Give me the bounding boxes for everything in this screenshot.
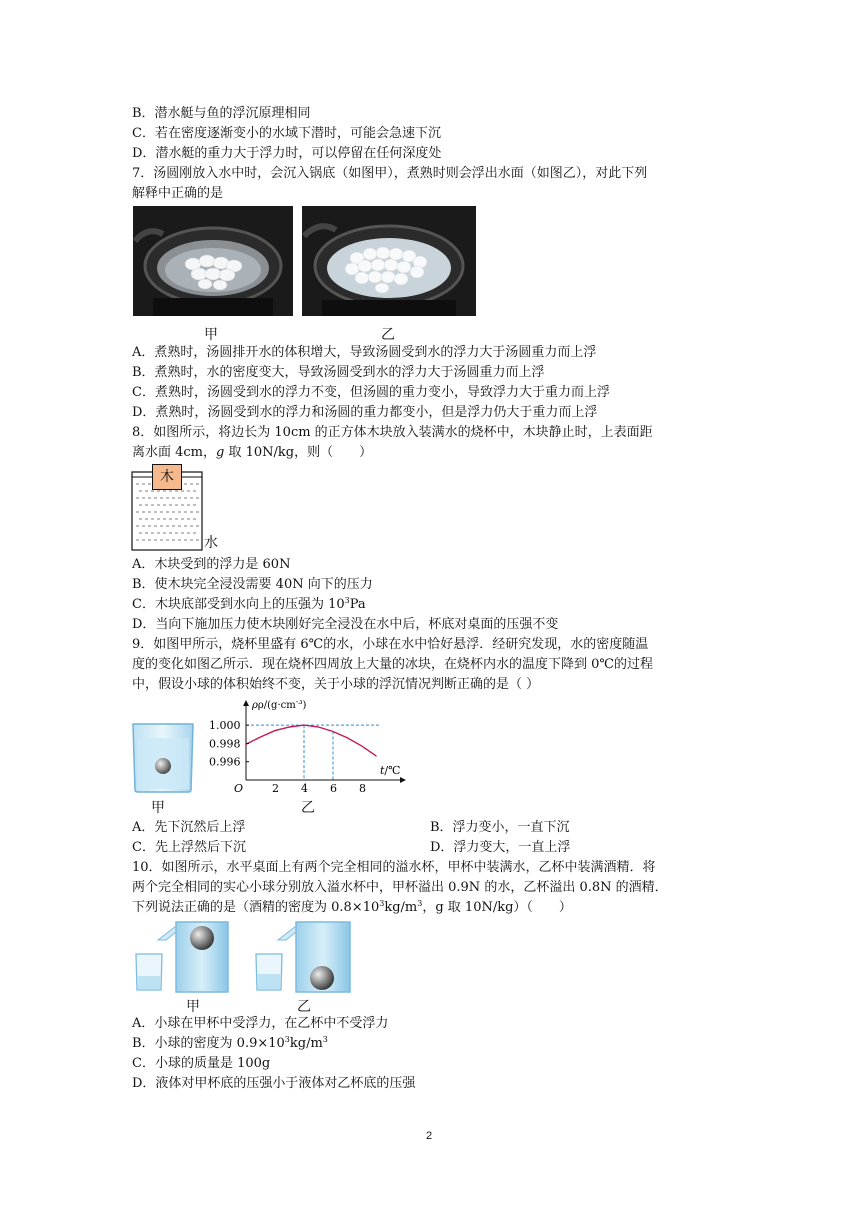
- q9-option-d: D．浮力变大，一直上浮: [430, 840, 571, 855]
- q10-stem-line2: 两个完全相同的实心小球分别放入溢水杯中，甲杯溢出 0.9N 的水，乙杯溢出 0.8N 的酒精．: [132, 880, 668, 895]
- density-curve-series-0: [246, 725, 377, 756]
- q7-option-d: D．煮熟时，汤圆受到水的浮力和汤圆的重力都变小，但是浮力仍大于重力而上浮: [132, 405, 598, 420]
- q10-option-d: D．液体对甲杯底的压强小于液体对乙杯底的压强: [132, 1076, 416, 1091]
- overflow-cup-water-diagram: [132, 918, 232, 994]
- overflow-cup-alcohol-diagram: [252, 918, 354, 994]
- q10-caption-a: 甲: [186, 999, 200, 1015]
- beaker-ball-diagram: [131, 722, 195, 794]
- y-tick-label-0-998: 0.998: [209, 737, 241, 751]
- q8-option-a: A．木块受到的浮力是 60N: [132, 557, 291, 572]
- q8-stem-line2: 离水面 4cm，g 取 10N/kg，则（ ）: [132, 445, 373, 460]
- q7-stem-line2: 解释中正确的是: [132, 186, 224, 201]
- x-tick-label-8: 8: [359, 782, 366, 795]
- x-axis-title: t/℃: [380, 764, 401, 777]
- q9-option-b: B．浮力变小，一直下沉: [430, 820, 570, 835]
- x-tick-label-2: 2: [272, 782, 279, 795]
- q9-caption-b: 乙: [301, 800, 315, 816]
- q6-option-b: B．潜水艇与鱼的浮沉原理相同: [132, 106, 311, 121]
- density-curve-svg: [206, 700, 406, 796]
- q8-option-b: B．使木块完全浸没需要 40N 向下的压力: [132, 577, 373, 592]
- beaker-wood-block-diagram: [131, 462, 221, 552]
- q7-option-a: A．煮熟时，汤圆排开水的体积增大，导致汤圆受到水的浮力大于汤圆重力而上浮: [132, 345, 597, 360]
- x-tick-label-6: 6: [330, 782, 337, 795]
- q9-stem-line2: 度的变化如图乙所示．现在烧杯四周放上大量的冰块，在烧杯内水的温度下降到 0℃的过程: [132, 657, 653, 672]
- q10-option-a: A．小球在甲杯中受浮力，在乙杯中不受浮力: [132, 1016, 389, 1031]
- y-tick-label-1-000: 1.000: [209, 719, 241, 733]
- y-tick-label-0-996: 0.996: [209, 755, 241, 769]
- origin-label: O: [234, 782, 244, 795]
- q8-option-c: C．木块底部受到水向上的压强为 $10^3Pa$: [132, 596, 366, 612]
- q9-stem-line1: 9．如图甲所示，烧杯里盛有 6℃的水，小球在水中恰好悬浮．经研究发现，水的密度随温: [132, 637, 649, 652]
- wood-block: 木: [152, 464, 182, 490]
- q7-caption-b: 乙: [381, 327, 395, 343]
- y-axis-title: $\rho\rho/(g\cdot cm^{-3})$: [252, 700, 307, 711]
- q6-option-d: D．潜水艇的重力大于浮力时，可以停留在任何深度处: [132, 146, 442, 161]
- photo-dumplings-sinking: [133, 206, 293, 316]
- q9-option-a: A．先下沉然后上浮: [132, 820, 246, 835]
- water-label: 水: [204, 535, 218, 551]
- q9-option-c: C．先上浮然后下沉: [132, 840, 246, 855]
- q10-option-b: B．小球的密度为 $0.9\times 10^3kg/m^3$: [132, 1035, 328, 1051]
- q6-option-c: C．若在密度逐渐变小的水域下潜时，可能会急速下沉: [132, 126, 441, 141]
- photo-dumplings-floating: [302, 206, 476, 316]
- q9-caption-a: 甲: [151, 800, 165, 816]
- x-axis-arrow: [400, 777, 406, 783]
- y-axis-arrow: [243, 700, 249, 706]
- x-tick-label-4: 4: [301, 782, 308, 795]
- q10-caption-b: 乙: [297, 999, 311, 1015]
- q7-stem-line1: 7．汤圆刚放入水中时，会沉入锅底（如图甲），煮熟时则会浮出水面（如图乙），对此下列: [132, 166, 648, 181]
- q7-option-b: B．煮熟时，水的密度变大，导致汤圆受到水的浮力大于汤圆重力而上浮: [132, 365, 545, 380]
- page-number: 2: [426, 1130, 433, 1142]
- q9-stem-line3: 中，假设小球的体积始终不变，关于小球的浮沉情况判断正确的是（ ）: [132, 677, 540, 692]
- q7-caption-a: 甲: [204, 327, 218, 343]
- q10-stem-line1: 10．如图所示，水平桌面上有两个完全相同的溢水杯，甲杯中装满水，乙杯中装满酒精．将: [132, 860, 656, 875]
- q10-option-c: C．小球的质量是 100g: [132, 1056, 271, 1071]
- q8-option-d: D．当向下施加压力使木块刚好完全浸没在水中后，杯底对桌面的压强不变: [132, 617, 559, 632]
- q10-stem-line3: 下列说法正确的是（酒精的密度为 $0.8\times 10^3kg/m^3$，g 取 10N/kg）（ ）: [132, 899, 572, 915]
- q7-option-c: C．煮熟时，汤圆受到水的浮力不变，但汤圆的重力变小，导致浮力大于重力而上浮: [132, 385, 610, 400]
- density-temperature-chart: [206, 700, 406, 796]
- q8-stem-line1: 8．如图所示，将边长为 10cm 的正方体木块放入装满水的烧杯中，木块静止时，上表面距: [132, 425, 653, 440]
